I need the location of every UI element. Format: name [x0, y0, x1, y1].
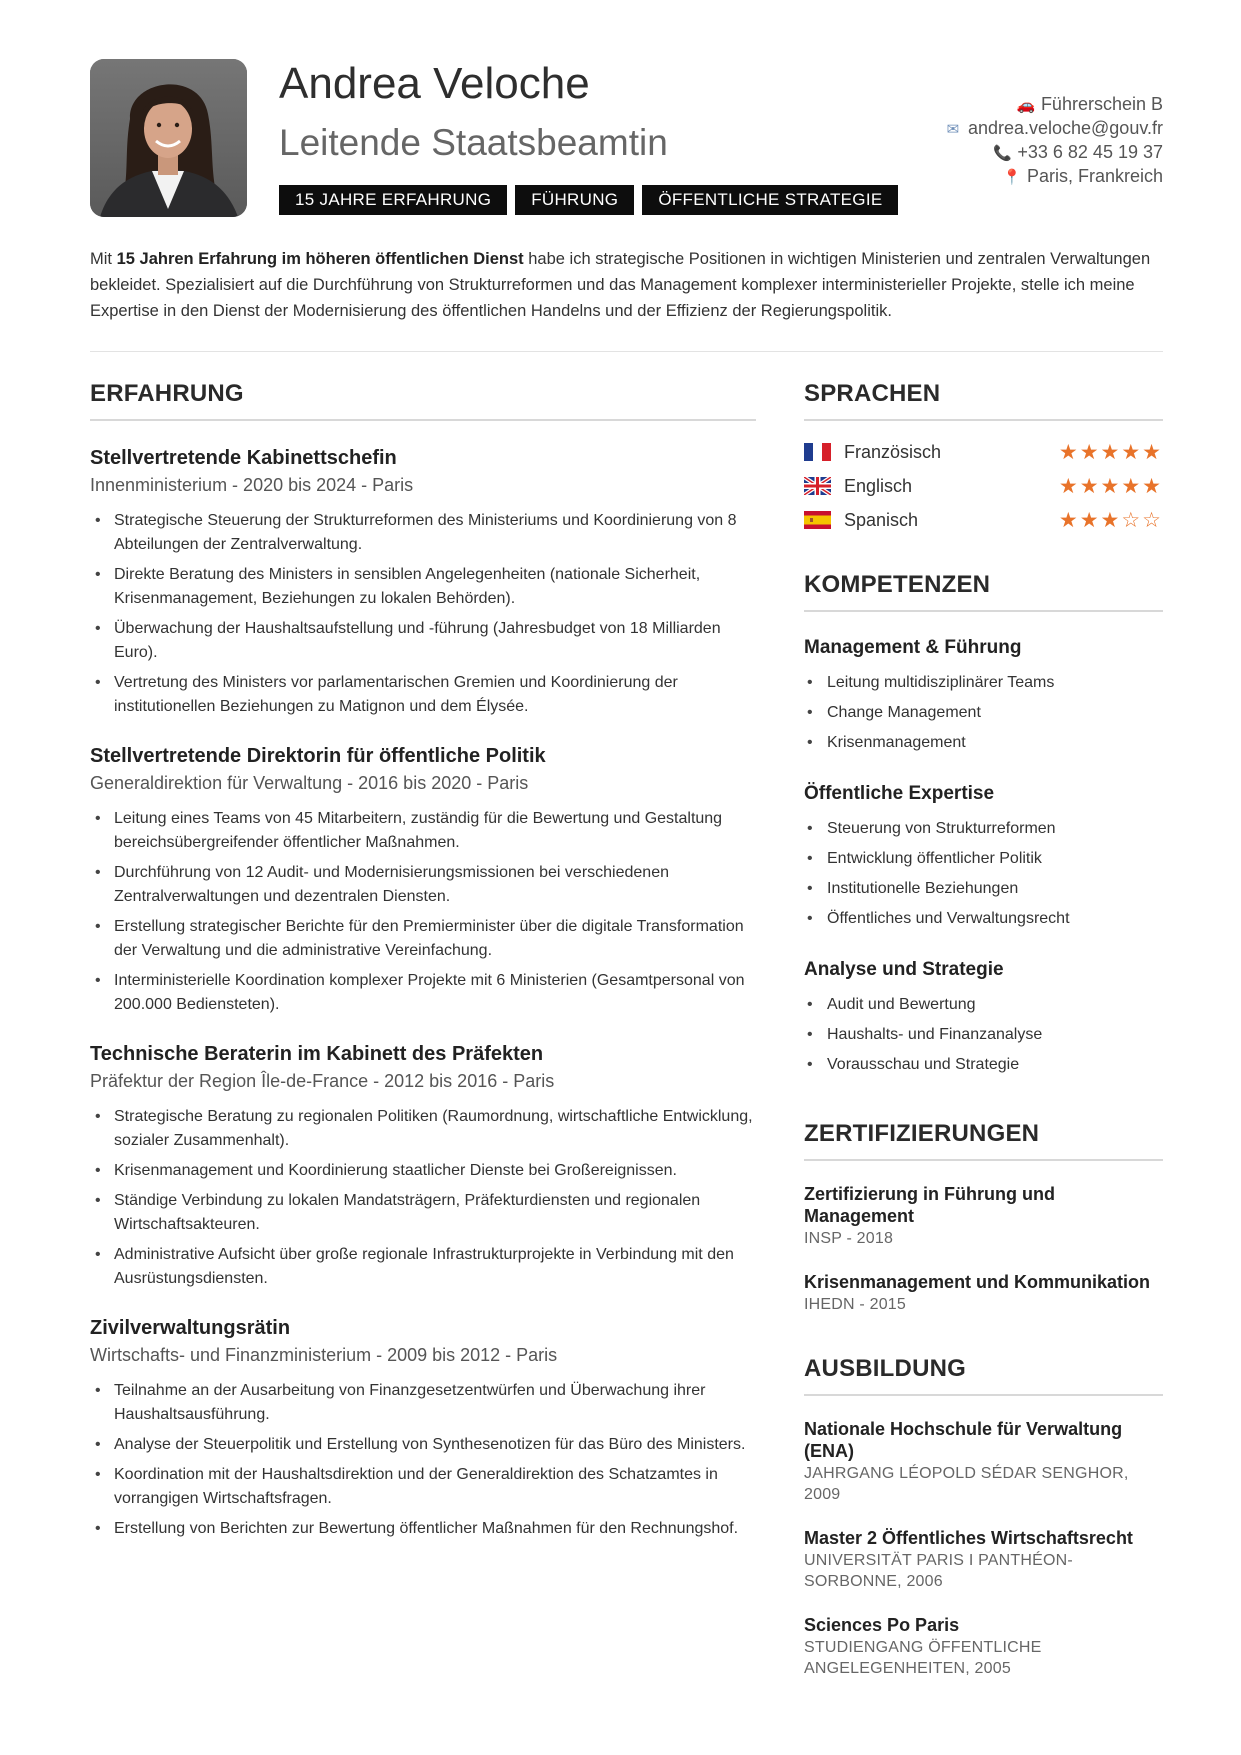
job-bullets: [90, 1105, 756, 1291]
certification-issuer: INSP - 2018: [804, 1230, 894, 1247]
job-entry-meta: Innenministerium - 2020 bis 2024 - Paris: [90, 475, 414, 495]
job-bullet: • Strategische Beratung zu regionalen Politiken (Raumordnung, wirtschaftliche Entwicklung, sozialer Zusammenhalt).: [90, 1105, 756, 1153]
car-icon: 🚗: [1016, 97, 1036, 114]
tag-list: [279, 185, 898, 215]
uk-flag-icon: [804, 477, 831, 495]
phone-icon: 📞: [993, 145, 1012, 162]
star-filled-icon: ★: [1121, 440, 1143, 464]
star-filled-icon: ★: [1100, 440, 1122, 464]
contact-block: [942, 93, 1163, 189]
job-entry: [90, 1315, 756, 1541]
certification-title: Krisenmanagement und Kommunikation: [804, 1272, 1151, 1292]
sidebar-column: [804, 380, 1163, 1679]
star-filled-icon: ★: [1100, 474, 1122, 498]
job-bullets: [90, 509, 756, 719]
rating-stars: [1059, 474, 1163, 499]
job-entry: [90, 1041, 756, 1291]
skill-list: [804, 668, 1163, 758]
phone-text[interactable]: +33 6 82 45 19 37: [1017, 142, 1163, 162]
job-bullet: • Ständige Verbindung zu lokalen Mandatsträgern, Präfekturdiensten und regionalen Wirtschaftsakteuren.: [90, 1189, 756, 1237]
education-entry: [804, 1614, 1163, 1679]
job-entry-title: Zivilverwaltungsrätin: [90, 1317, 291, 1339]
mail-icon: ✉: [946, 121, 960, 138]
job-bullet: • Administrative Aufsicht über große regionale Infrastrukturprojekte in Verbindung mit den Ausrüstungsdiensten.: [90, 1243, 756, 1291]
skill-list: [804, 990, 1163, 1080]
education-details: JAHRGANG LÉOPOLD SÉDAR SENGHOR, 2009: [804, 1465, 1129, 1503]
license-text: Führerschein B: [1040, 94, 1163, 114]
skill-item: • Audit und Bewertung: [804, 990, 1163, 1020]
language-name: Französisch: [844, 441, 942, 462]
contact-license: [942, 93, 1163, 117]
contact-phone[interactable]: [942, 141, 1163, 165]
skill-group-title: Management & Führung: [804, 637, 1022, 658]
job-entry-title: Technische Beraterin im Kabinett des Präfekten: [90, 1043, 544, 1065]
skill-item: • Institutionelle Beziehungen: [804, 874, 1163, 904]
job-bullet: • Erstellung von Berichten zur Bewertung öffentlicher Maßnahmen für den Rechnungshof.: [90, 1517, 756, 1541]
education-entry: [804, 1418, 1163, 1505]
contact-email[interactable]: [942, 117, 1163, 141]
certification-title: Zertifizierung in Führung und Management: [804, 1184, 1055, 1226]
job-bullet: • Überwachung der Haushaltsaufstellung und -führung (Jahresbudget von 18 Milliarden Euro).: [90, 617, 756, 665]
star-filled-icon: ★: [1100, 508, 1122, 532]
skill-item: • Change Management: [804, 698, 1163, 728]
job-entry: [90, 445, 756, 719]
job-bullet: • Krisenmanagement und Koordinierung staatlicher Dienste bei Großereignissen.: [90, 1159, 756, 1183]
job-bullets: [90, 807, 756, 1017]
summary-highlight: 15 Jahren Erfahrung im höheren öffentlichen Dienst: [116, 250, 524, 268]
star-filled-icon: ★: [1079, 508, 1101, 532]
profile-photo: [90, 59, 247, 217]
skill-group-title: Öffentliche Expertise: [804, 783, 995, 804]
skill-item: • Steuerung von Strukturreformen: [804, 814, 1163, 844]
tag-strategy: ÖFFENTLICHE STRATEGIE: [642, 185, 898, 215]
education-title: Sciences Po Paris: [804, 1615, 960, 1635]
education-title: Nationale Hochschule für Verwaltung (ENA): [804, 1419, 1123, 1461]
star-filled-icon: ★: [1058, 474, 1080, 498]
star-filled-icon: ★: [1079, 474, 1101, 498]
job-entry-meta: Präfektur der Region Île-de-France - 2012 bis 2016 - Paris: [90, 1071, 555, 1091]
experience-column: [90, 380, 756, 1547]
languages-heading: SPRACHEN: [804, 380, 1163, 421]
certifications-heading: ZERTIFIZIERUNGEN: [804, 1120, 1163, 1161]
language-item: [804, 435, 1163, 469]
person-name: Andrea Veloche: [279, 59, 590, 108]
star-empty-icon: ☆: [1142, 508, 1163, 532]
experience-heading: ERFAHRUNG: [90, 380, 756, 421]
language-name: Englisch: [844, 475, 913, 496]
job-bullet: • Vertretung des Ministers vor parlamentarischen Gremien und Koordinierung der institutionellen Beziehungen zu Matignon und dem Élysée.: [90, 671, 756, 719]
job-bullet: • Durchführung von 12 Audit- und Modernisierungsmissionen bei verschiedenen Zentralverwaltungen und dezentralen Diensten.: [90, 861, 756, 909]
location-pin-icon: 📍: [1002, 169, 1022, 186]
location-text: Paris, Frankreich: [1026, 166, 1163, 186]
language-name: Spanisch: [844, 509, 919, 530]
language-list: [804, 435, 1163, 537]
star-filled-icon: ★: [1121, 474, 1143, 498]
profile-summary: [90, 246, 1165, 324]
job-title: Leitende Staatsbeamtin: [279, 122, 668, 163]
tag-leadership: FÜHRUNG: [515, 185, 634, 215]
job-entry-meta: Generaldirektion für Verwaltung - 2016 bis 2020 - Paris: [90, 773, 529, 793]
job-entry-title: Stellvertretende Direktorin für öffentliche Politik: [90, 745, 546, 767]
rating-stars: [1059, 508, 1163, 533]
skill-item: • Entwicklung öffentlicher Politik: [804, 844, 1163, 874]
job-bullet: • Direkte Beratung des Ministers in sensiblen Angelegenheiten (nationale Sicherheit, Krisenmanagement, Beziehungen zu lokalen Behörden).: [90, 563, 756, 611]
language-item: [804, 503, 1163, 537]
summary-pre: Mit: [90, 250, 117, 268]
skill-item: • Vorausschau und Strategie: [804, 1050, 1163, 1080]
job-entry: [90, 743, 756, 1017]
job-bullet: • Koordination mit der Haushaltsdirektion und der Generaldirektion des Schatzamtes in vorrangigen Wirtschaftsfragen.: [90, 1463, 756, 1511]
certification-issuer: IHEDN - 2015: [804, 1296, 906, 1313]
rating-stars: [1059, 440, 1163, 465]
portrait-image: [90, 59, 247, 217]
certification-entry: [804, 1271, 1163, 1315]
skill-item: • Krisenmanagement: [804, 728, 1163, 758]
skills-heading: KOMPETENZEN: [804, 571, 1163, 612]
header-divider: [90, 351, 1163, 352]
education-details: UNIVERSITÄT PARIS I PANTHÉON-SORBONNE, 2006: [804, 1552, 1073, 1590]
skill-item: • Haushalts- und Finanzanalyse: [804, 1020, 1163, 1050]
job-bullet: • Erstellung strategischer Berichte für den Premierminister über die digitale Transformation der Verwaltung und die administrative Vereinfachung.: [90, 915, 756, 963]
job-bullet: • Interministerielle Koordination komplexer Projekte mit 6 Ministerien (Gesamtpersonal von 200.000 Bediensteten).: [90, 969, 756, 1017]
spain-flag-icon: [804, 511, 831, 529]
star-filled-icon: ★: [1142, 440, 1163, 464]
education-title: Master 2 Öffentliches Wirtschaftsrecht: [804, 1528, 1133, 1548]
certification-entry: [804, 1183, 1163, 1249]
tag-experience: 15 JAHRE ERFAHRUNG: [279, 185, 507, 215]
star-filled-icon: ★: [1058, 440, 1080, 464]
job-bullet: • Analyse der Steuerpolitik und Erstellung von Synthesenotizen für das Büro des Ministers.: [90, 1433, 756, 1457]
star-empty-icon: ☆: [1121, 508, 1143, 532]
job-bullet: • Leitung eines Teams von 45 Mitarbeitern, zuständig für die Bewertung und Gestaltung bereichsübergreifender öffentlicher Maßnahmen.: [90, 807, 756, 855]
education-details: STUDIENGANG ÖFFENTLICHE ANGELEGENHEITEN, 2005: [804, 1639, 1042, 1677]
job-bullet: • Strategische Steuerung der Strukturreformen des Ministeriums und Koordinierung von 8 Abteilungen der Zentralverwaltung.: [90, 509, 756, 557]
job-bullet: • Teilnahme an der Ausarbeitung von Finanzgesetzentwürfen und Überwachung ihrer Haushaltsausführung.: [90, 1379, 756, 1427]
skill-item: • Öffentliches und Verwaltungsrecht: [804, 904, 1163, 934]
star-filled-icon: ★: [1058, 508, 1080, 532]
france-flag-icon: [804, 443, 831, 461]
language-item: [804, 469, 1163, 503]
job-bullets: [90, 1379, 756, 1541]
skill-item: • Leitung multidisziplinärer Teams: [804, 668, 1163, 698]
star-filled-icon: ★: [1079, 440, 1101, 464]
email-text[interactable]: andrea.veloche@gouv.fr: [967, 118, 1163, 138]
job-entry-meta: Wirtschafts- und Finanzministerium - 2009 bis 2012 - Paris: [90, 1345, 558, 1365]
education-entry: [804, 1527, 1163, 1592]
summary-post: habe ich strategische Positionen in wichtigen Ministerien und zentralen Verwaltungen bekleidet. Spezialisiert auf die Durchführung von Strukturreformen und das Management komplexer interministerieller Projekte, stelle ich meine Expertise in den Dienst der Modernisierung des öffentlichen Handelns und der Effizienz der Regierungspolitik.: [90, 250, 1151, 320]
skill-list: [804, 814, 1163, 934]
job-entry-title: Stellvertretende Kabinettschefin: [90, 447, 397, 469]
skill-group-title: Analyse und Strategie: [804, 959, 1004, 980]
star-filled-icon: ★: [1142, 474, 1163, 498]
education-heading: AUSBILDUNG: [804, 1355, 1163, 1396]
contact-location: [942, 165, 1163, 189]
